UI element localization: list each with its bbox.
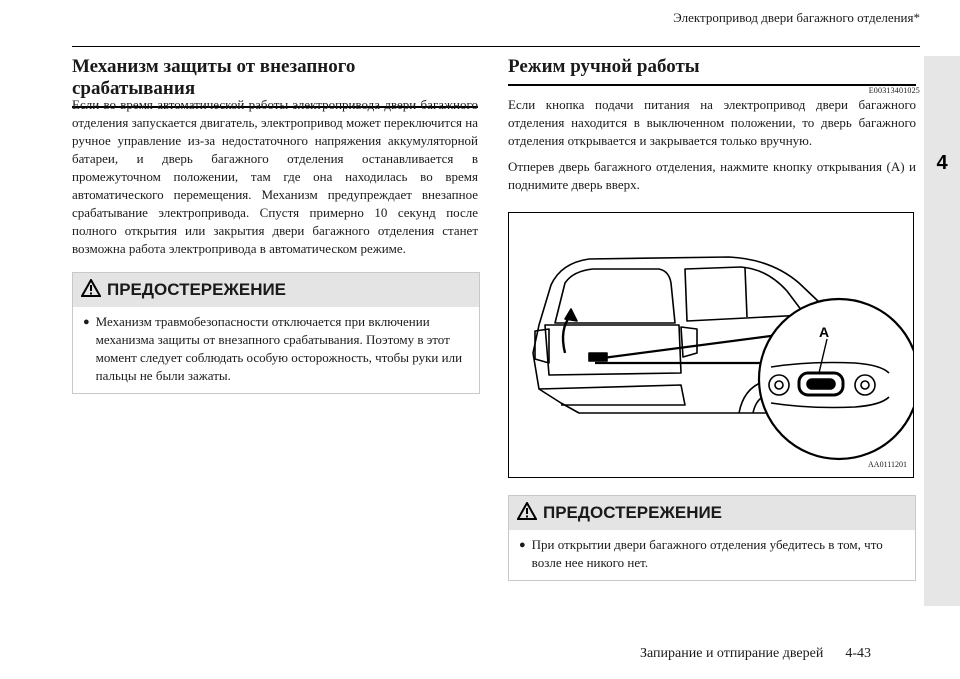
- anti-trap-paragraph: Если во время автоматической работы электропривода двери багажного отделения запускается двигатель, электропривод может переключится на ручное управление из-за недостаточного напряжения аккумуляторной батареи, и дверь багажного отделения останавливается в промежуточном положении, там где она находилась во время автоматического перемещения. Механизм предупреждает внезапное срабатывание электропривода. Спустя примерно 10 секунд после полного открытия или закрытия двери багажного отделения станет возможна работа электропривода в автоматическом режиме.: [72, 97, 478, 256]
- page-footer: [640, 646, 871, 662]
- running-header: Электропривод двери багажного отделения*: [673, 10, 920, 25]
- suv-rear-drawing: [509, 213, 913, 477]
- bullet-icon: ●: [83, 316, 90, 328]
- callout-a: A: [819, 324, 830, 340]
- warning-header: [73, 273, 479, 307]
- warning-body: [509, 530, 915, 580]
- footer-section: Запирание и отпирание дверей: [640, 646, 824, 661]
- manual-mode-paragraph-2: Отперев дверь багажного отделения, нажмите кнопку открывания (A) и поднимите дверь вверх.: [508, 159, 916, 192]
- warning-header: [509, 496, 915, 530]
- warning-triangle-icon: [81, 279, 101, 302]
- figure-code: AA0111201: [868, 460, 907, 469]
- warning-heading: ПРЕДОСТЕРЕЖЕНИЕ: [543, 503, 723, 522]
- bullet-icon: ●: [519, 539, 526, 551]
- page-number: 4-43: [845, 646, 872, 661]
- section-title-anti-trap: Механизм защиты от внезапного срабатывания: [72, 56, 478, 108]
- magnified-button-view: [759, 299, 913, 459]
- manual-mode-paragraph-1: Если кнопка подачи питания на электропривод двери багажного отделения находится в выключенном положении, то дверь багажного отделения открывается и закрывается только вручную.: [508, 97, 916, 148]
- warning-triangle-icon: [517, 502, 537, 525]
- tailgate-illustration: [508, 212, 914, 478]
- warning-heading: ПРЕДОСТЕРЕЖЕНИЕ: [107, 280, 287, 299]
- header-rule: [72, 46, 920, 47]
- warning-body: [73, 307, 479, 393]
- warning-box-right: [508, 495, 916, 581]
- document-code: E00313401025: [868, 86, 920, 95]
- chapter-number: 4: [936, 152, 948, 174]
- warning-box-left: [72, 272, 480, 394]
- chapter-sidebar: [924, 56, 960, 606]
- section-title-manual-mode: Режим ручной работы: [508, 56, 916, 86]
- warning-text: Механизм травмобезопасности отключается при включении механизма защиты от внезапного срабатывания. Поэтому в этот момент следует соблюдать особую осторожность, чтобы руки или пальцы не были зажаты.: [95, 314, 463, 383]
- warning-text: При открытии двери багажного отделения убедитесь в том, что возле нее никого нет.: [531, 537, 883, 570]
